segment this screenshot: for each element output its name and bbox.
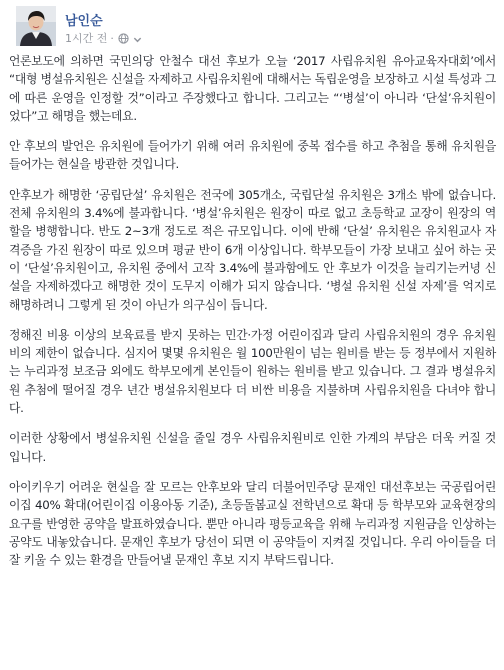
post-paragraph: 안후보가 해명한 ‘공립단설’ 유치원은 전국에 305개소, 국립단설 유치원은 3개소 밖에 없습니다. 전체 유치원의 3.4%에 불과합니다. ‘병설’유치원은 원장이 따로 없고 초등학교 교장이 원장의 역할을 병행합니다. 반도 2~3개 정도로 적은 규모입니다. 이에 반해 ‘단설’ 유치원은 유치원교사 자격증을 가진 원장이 따로 있으며 평균 반이 6개 이상입니다. 학부모들이 가장 보내고 싶어 하는 곳이 ‘단설’유치원이고, 유치원 중에서 고작 3.4%에 불과함에도 안 후보가 이것을 늘리기는커녕 신설을 자제하겠다고 해명한 것이 도무지 이해가 되지 않습니다. ‘병설 유치원 신설 자제’를 억지로 해명하려니 그렇게 된 것이 아닌가 의구심이 듭니다. [9, 187, 496, 312]
author-avatar[interactable] [16, 6, 56, 46]
post-paragraph: 정해진 비용 이상의 보육료를 받지 못하는 민간·가정 어린이집과 달리 사립유치원의 경우 유치원비의 제한이 없습니다. 심지어 몇몇 유치원은 월 100만원이 넘는 원비를 받는 등 정부에서 지원하는 누리과정 보조금 외에도 학부모에게 본인들이 원하는 원비를 받고 있습니다. 그 결과 병설유치원 추첨에 떨어질 경우 년간 병설유치원보다 더 비싼 비용을 지불하며 사립유치원을 다녀야 합니다. [9, 327, 496, 416]
post-paragraph: 언론보도에 의하면 국민의당 안철수 대선 후보가 오늘 ‘2017 사립유치원 유아교육자대회’에서 “대형 병설유치원은 신설을 자제하고 사립유치원에 대해서는 독립운영을 보장하고 시설 특성과 그에 따른 운영을 인정할 것”이라고 주장했다고 합니다. 그리고는 “‘병설’이 아니라 ‘단설’유치원이었다”고 해명을 했는데요. [9, 54, 496, 123]
post-paragraph: 아이키우기 어려운 현실을 잘 모르는 안후보와 달리 더불어민주당 문재인 대선후보는 국공립어린이집 40% 확대(어린이집 이용아동 기준), 초등돌봄교실 전학년으로 확대 등 학부모와 교육현장의 요구를 반영한 공약을 발표하였습니다. 뿐만 아니라 평등교육을 위해 누리과정 지원금을 인상하는 공약도 내놓았습니다. 문재인 후보가 당선이 되면 이 공약들이 지켜질 것입니다. 우리 아이들을 더 잘 키울 수 있는 환경을 만들어낼 문재인 후보 지지 부탁드립니다. [9, 479, 496, 568]
post-meta [65, 30, 142, 46]
author-name[interactable]: 남인순 [65, 14, 103, 29]
meta-separator: · [110, 31, 114, 45]
post-paragraph: 안 후보의 발언은 유치원에 들어가기 위해 여러 유치원에 중복 접수를 하고 추첨을 통해 유치원을 들어가는 현실을 방관한 것입니다. [9, 139, 496, 172]
post-timestamp[interactable]: 1시간 전 [65, 32, 108, 45]
post-paragraph: 이러한 상황에서 병설유치원 신설을 줄일 경우 사립유치원비로 인한 가계의 부담은 더욱 커질 것입니다. [9, 431, 496, 464]
chevron-down-icon[interactable] [133, 34, 142, 43]
post-body [9, 52, 496, 569]
post-header [9, 0, 496, 52]
avatar-image [16, 6, 56, 46]
globe-icon[interactable] [118, 33, 129, 44]
